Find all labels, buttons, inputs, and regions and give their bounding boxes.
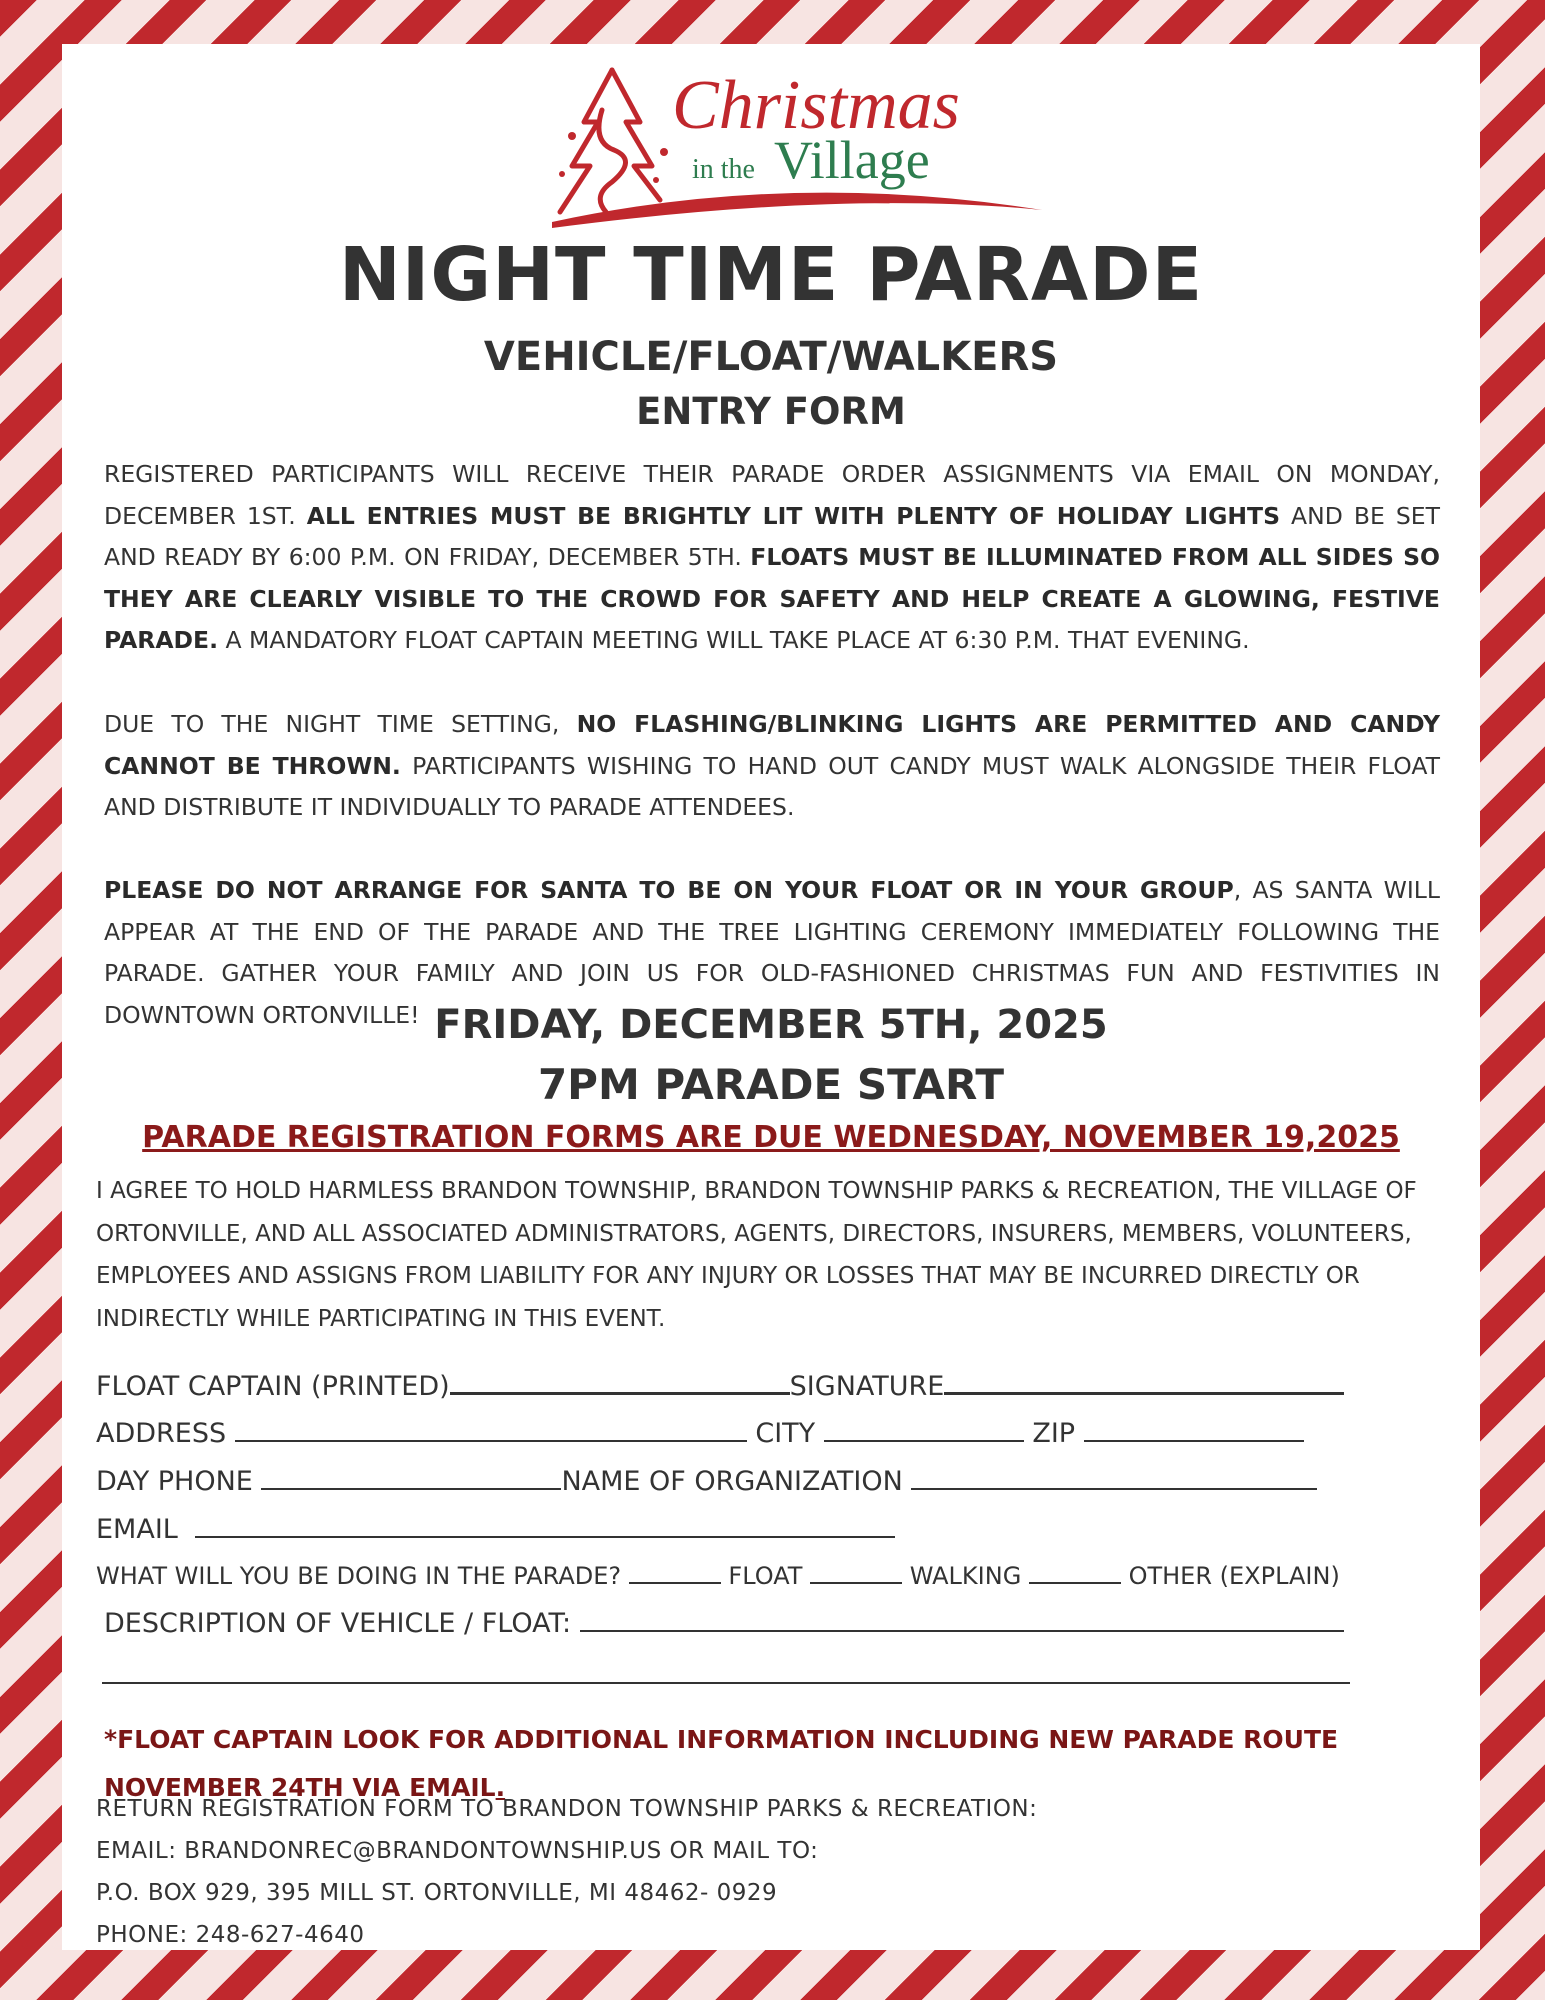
event-date: FRIDAY, DECEMBER 5TH, 2025 (434, 1002, 1108, 1048)
day-phone-field[interactable] (261, 1462, 561, 1490)
instructions-paragraph-3: PLEASE DO NOT ARRANGE FOR SANTA TO BE ON YOUR FLOAT OR IN YOUR GROUP, AS SANTA WILL APPEAR AT THE END OF THE PARADE AND THE TREE LIGHTING CEREMONY IMMEDIATELY FOLLOWING THE PARADE. GATHER YOUR FAMILY AND JOIN US FOR OLD-FASHIONED CHRISTMAS FUN AND FESTIVITIES IN DOWNTOWN ORTONVILLE! (104, 876, 1440, 1029)
captain-name-field[interactable] (450, 1366, 790, 1395)
instructions-paragraph-1: REGISTERED PARTICIPANTS WILL RECEIVE THEIR PARADE ORDER ASSIGNMENTS VIA EMAIL ON MONDAY, DECEMBER 1ST. ALL ENTRIES MUST BE BRIGHTLY LIT WITH PLENTY OF HOLIDAY LIGHTS AND BE SET AND READY BY 6:00 P.M. ON FRIDAY, DECEMBER 5TH. FLOATS MUST BE ILLUMINATED FROM ALL SIDES SO THEY ARE CLEARLY VISIBLE TO THE CROWD FOR SAFETY AND HELP CREATE A GLOWING, FESTIVE PARADE. A MANDATORY FLOAT CAPTAIN MEETING WILL TAKE PLACE AT 6:30 P.M. THAT EVENING. (104, 460, 1440, 654)
email-label: EMAIL (96, 1514, 178, 1545)
city-label: CITY (755, 1418, 816, 1449)
description-row (104, 1604, 1344, 1639)
description-label: DESCRIPTION OF VEHICLE / FLOAT: (104, 1608, 572, 1639)
due-date-notice: PARADE REGISTRATION FORMS ARE DUE WEDNESDAY, NOVEMBER 19,2025 (142, 1120, 1400, 1155)
signature-label: SIGNATURE (789, 1371, 945, 1402)
liability-waiver: I AGREE TO HOLD HARMLESS BRANDON TOWNSHIP, BRANDON TOWNSHIP PARKS & RECREATION, THE VILLAGE OF ORTONVILLE, AND ALL ASSOCIATED ADMINISTRATORS, AGENTS, DIRECTORS, INSURERS, MEMBERS, VOLUNTEERS, EMPLOYEES AND ASSIGNS FROM LIABILITY FOR ANY INJURY OR LOSSES THAT MAY BE INCURRED DIRECTLY OR INDIRECTLY WHILE PARTICIPATING IN THIS EVENT. (96, 1178, 1417, 1332)
other-blank[interactable] (1029, 1560, 1121, 1584)
tree-icon (560, 70, 660, 212)
city-field[interactable] (824, 1414, 1024, 1442)
float-option-label: FLOAT (728, 1562, 803, 1590)
return-instructions: RETURN REGISTRATION FORM TO BRANDON TOWNSHIP PARKS & RECREATION: (96, 1796, 1038, 1822)
logo-inthe-text: in the (692, 154, 755, 185)
address-field[interactable] (235, 1414, 747, 1442)
return-email: EMAIL: BRANDONREC@BRANDONTOWNSHIP.US OR MAIL TO: (96, 1838, 819, 1864)
address-label: ADDRESS (96, 1418, 227, 1449)
day-phone-label: DAY PHONE (96, 1466, 253, 1497)
phone-organization-row (96, 1462, 1317, 1497)
logo-christmas-text: Christmas (672, 67, 960, 144)
signature-field[interactable] (944, 1366, 1344, 1395)
page-subtitle: VEHICLE/FLOAT/WALKERS (483, 334, 1059, 380)
event-time: 7PM PARADE START (537, 1060, 1005, 1109)
zip-label: ZIP (1032, 1418, 1076, 1449)
organization-field[interactable] (911, 1462, 1317, 1490)
page-title: NIGHT TIME PARADE (338, 232, 1204, 318)
walking-blank[interactable] (810, 1560, 902, 1584)
captain-label: FLOAT CAPTAIN (PRINTED) (96, 1371, 450, 1402)
logo-village-text: Village (774, 130, 930, 190)
christmas-in-the-village-logo (542, 50, 1102, 250)
email-row (96, 1510, 895, 1545)
return-phone: PHONE: 248-627-4640 (96, 1922, 365, 1948)
description-continuation-row (102, 1656, 1350, 1691)
swoosh (552, 193, 1042, 228)
zip-field[interactable] (1084, 1414, 1304, 1442)
form-name: ENTRY FORM (636, 390, 906, 433)
other-option-label: OTHER (EXPLAIN) (1128, 1562, 1340, 1590)
instructions-paragraph-2: DUE TO THE NIGHT TIME SETTING, NO FLASHING/BLINKING LIGHTS ARE PERMITTED AND CANDY CANNOT BE THROWN. PARTICIPANTS WISHING TO HAND OUT CANDY MUST WALK ALONGSIDE THEIR FLOAT AND DISTRIBUTE IT INDIVIDUALLY TO PARADE ATTENDEES. (104, 710, 1440, 821)
return-mailing-address: P.O. BOX 929, 395 MILL ST. ORTONVILLE, MI 48462- 0929 (96, 1880, 778, 1906)
address-row (96, 1414, 1304, 1449)
note-line-2: NOVEMBER 24TH VIA EMAIL. (104, 1773, 506, 1802)
doing-label: WHAT WILL YOU BE DOING IN THE PARADE? (96, 1562, 622, 1590)
organization-label: NAME OF ORGANIZATION (561, 1466, 903, 1497)
walking-option-label: WALKING (909, 1562, 1022, 1590)
captain-signature-row (96, 1366, 1344, 1402)
float-blank[interactable] (629, 1560, 721, 1584)
description-field[interactable] (580, 1604, 1344, 1632)
note-line-1: *FLOAT CAPTAIN LOOK FOR ADDITIONAL INFORMATION INCLUDING NEW PARADE ROUTE (104, 1725, 1339, 1754)
description-field-line-2[interactable] (102, 1656, 1350, 1684)
email-field[interactable] (195, 1510, 895, 1538)
participation-row (96, 1560, 1340, 1590)
flyer-page (62, 44, 1480, 1950)
